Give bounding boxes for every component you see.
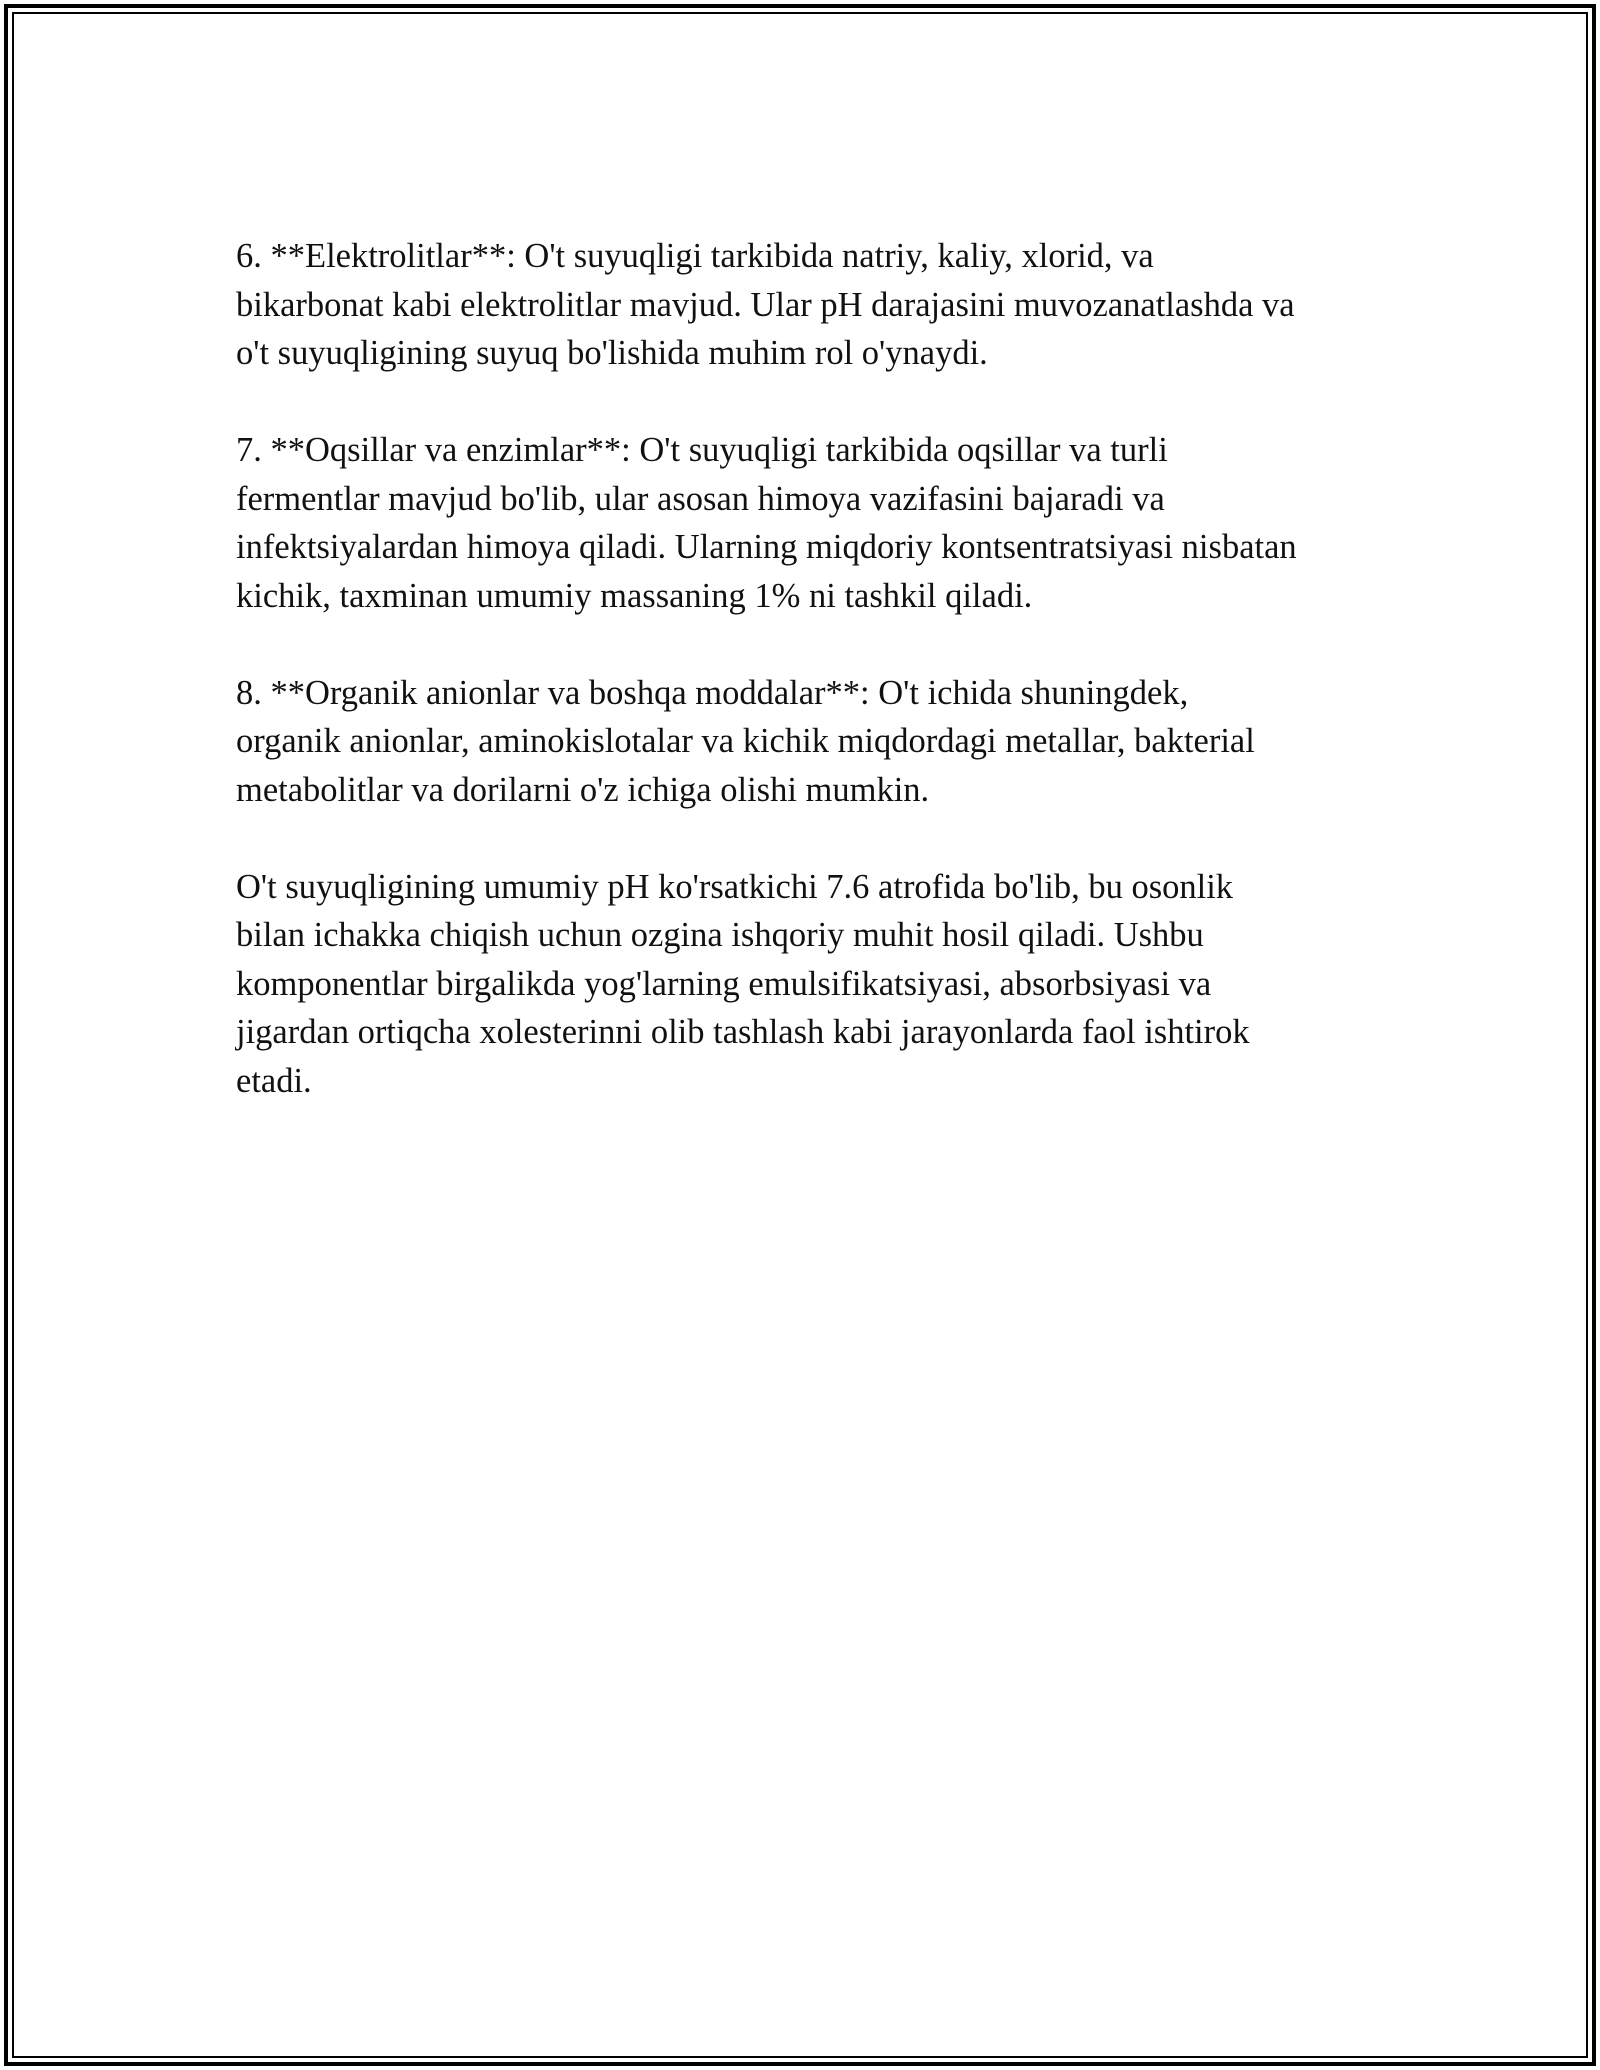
paragraph-summary-ph (236, 863, 1376, 1106)
text-line: kichik, taxminan umumiy massaning 1% ni tashkil qiladi. (236, 576, 1033, 615)
text-line: bilan ichakka chiqish uchun ozgina ishqoriy muhit hosil qiladi. Ushbu (236, 916, 1204, 954)
text-line: O't suyuqligining umumiy pH ko'rsatkichi 7.6 atrofida bo'lib, bu osonlik (236, 867, 1234, 906)
paragraph-electrolytes (236, 232, 1376, 378)
paragraph-organic-anions (236, 669, 1376, 815)
text-line: infektsiyalardan himoya qiladi. Ularning miqdoriy kontsentratsiyasi nisbatan (236, 528, 1297, 566)
text-line: 7. **Oqsillar va enzimlar**: O't suyuqligi tarkibida oqsillar va turli (236, 431, 1168, 469)
text-line: etadi. (236, 1061, 312, 1100)
text-line: jigardan ortiqcha xolesterinni olib tashlash kabi jarayonlarda faol ishtirok (236, 1013, 1250, 1051)
text-line: 8. **Organik anionlar va boshqa moddalar**: O't ichida shuningdek, (236, 673, 1189, 712)
text-line: fermentlar mavjud bo'lib, ular asosan himoya vazifasini bajaradi va (236, 479, 1165, 518)
document-body (236, 232, 1376, 1154)
paragraph-proteins-enzymes (236, 426, 1376, 620)
text-line: 6. **Elektrolitlar**: O't suyuqligi tarkibida natriy, kaliy, xlorid, va (236, 237, 1154, 275)
text-line: komponentlar birgalikda yog'larning emulsifikatsiyasi, absorbsiyasi va (236, 964, 1212, 1003)
text-line: o't suyuqligining suyuq bo'lishida muhim rol o'ynaydi. (236, 334, 988, 372)
text-line: bikarbonat kabi elektrolitlar mavjud. Ular pH darajasini muvozanatlashda va (236, 285, 1295, 324)
text-line: metabolitlar va dorilarni o'z ichiga olishi mumkin. (236, 770, 930, 809)
text-line: organik anionlar, aminokislotalar va kichik miqdordagi metallar, bakterial (236, 722, 1255, 760)
